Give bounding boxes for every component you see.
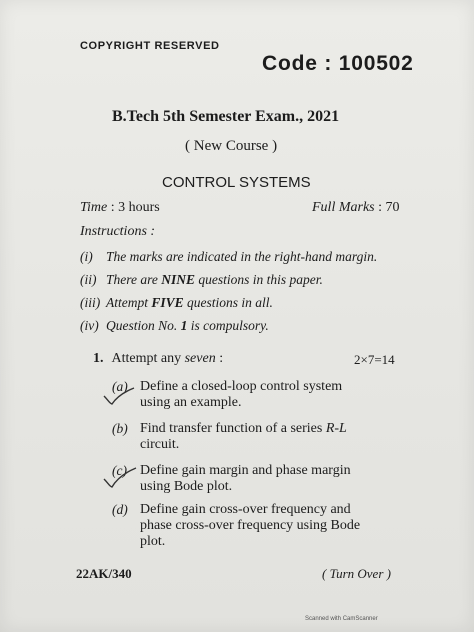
instruction-num: (iv) — [80, 318, 99, 333]
question-prompt-emphasis: seven — [184, 351, 216, 366]
question-prompt: Attempt any — [111, 351, 185, 366]
part-line: Define gain cross-over frequency and — [140, 502, 351, 517]
instruction-text: is compulsory. — [187, 318, 269, 333]
instruction-num: (iii) — [80, 295, 101, 310]
time-label: Time — [80, 200, 108, 215]
part-label-a: (a) — [112, 379, 128, 394]
turn-over-note: ( Turn Over ) — [322, 566, 391, 581]
question-number: 1. — [93, 351, 104, 366]
handwritten-tick-mark-icon — [100, 465, 140, 491]
part-line: circuit. — [140, 437, 180, 452]
course-label: ( New Course ) — [185, 138, 278, 154]
part-label-b: (b) — [112, 421, 128, 436]
footer-code: 22AK/340 — [76, 566, 132, 581]
exam-title: B.Tech 5th Semester Exam., 2021 — [112, 108, 340, 125]
instruction-item — [80, 272, 323, 288]
instruction-item — [80, 318, 269, 334]
instructions-heading: Instructions : — [80, 224, 156, 239]
instruction-item — [80, 249, 377, 265]
instruction-text: Question No. — [106, 318, 181, 333]
instruction-text: The marks are indicated in the right-hand margin. — [106, 249, 378, 264]
scanner-watermark: Scanned with CamScanner — [305, 616, 378, 622]
part-line: Define a closed-loop control system — [140, 379, 343, 394]
instruction-emphasis: NINE — [161, 272, 196, 287]
paper-code: Code : 100502 — [262, 52, 414, 75]
instruction-text: questions in this paper. — [195, 272, 323, 287]
part-line — [140, 421, 380, 437]
instruction-text: questions in all. — [183, 295, 273, 310]
instruction-num: (i) — [80, 249, 93, 264]
instruction-emphasis: FIVE — [151, 295, 184, 310]
part-line-pre: Find transfer function of a series — [140, 421, 326, 436]
part-text-a — [140, 379, 380, 411]
part-line: plot. — [140, 534, 166, 549]
full-marks — [312, 200, 400, 216]
exam-time — [80, 200, 160, 216]
full-marks-value: : 70 — [374, 200, 400, 215]
part-text-b — [140, 421, 380, 453]
instruction-num: (ii) — [80, 272, 97, 287]
question-prompt-suffix: : — [215, 351, 224, 366]
part-text-c — [140, 463, 380, 495]
part-line: using Bode plot. — [140, 479, 233, 494]
instruction-emphasis: 1 — [180, 318, 188, 333]
part-line: phase cross-over frequency using Bode — [140, 518, 361, 533]
part-label-c: (c) — [112, 463, 127, 478]
question-1-marks: 2×7=14 — [354, 352, 395, 367]
part-label-d: (d) — [112, 502, 128, 517]
copyright-notice: COPYRIGHT RESERVED — [80, 40, 220, 52]
part-line-em: R-L — [325, 421, 347, 436]
part-text-d — [140, 502, 380, 550]
part-line: Define gain margin and phase margin — [140, 463, 351, 478]
handwritten-tick-mark-icon — [100, 384, 140, 408]
instruction-text: There are — [106, 272, 162, 287]
subject-title: CONTROL SYSTEMS — [162, 174, 311, 191]
question-1-heading — [93, 351, 223, 367]
time-value: : 3 hours — [107, 200, 160, 215]
instruction-item — [80, 295, 273, 311]
instruction-text: Attempt — [106, 295, 152, 310]
full-marks-label: Full Marks — [312, 200, 375, 215]
part-line: using an example. — [140, 395, 242, 410]
